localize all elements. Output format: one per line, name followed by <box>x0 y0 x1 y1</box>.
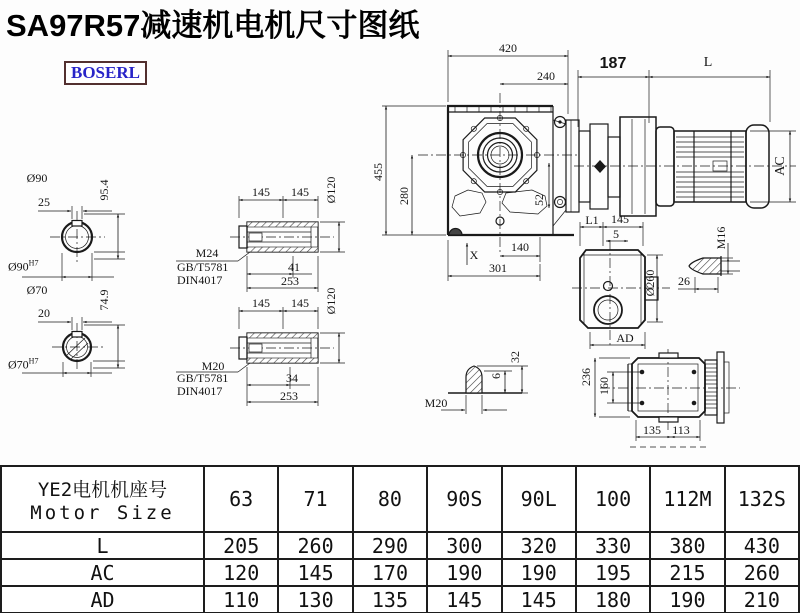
dim-std-gb-m24: GB/T5781 <box>177 260 229 274</box>
dim-32: 32 <box>508 351 522 363</box>
table-cell: 195 <box>576 559 650 586</box>
dim-height-74-9: 74.9 <box>97 289 111 311</box>
dim-145a-m20: 145 <box>252 296 270 310</box>
table-cell: 130 <box>278 586 352 613</box>
table-cell: 120 <box>204 559 278 586</box>
table-cell: 190 <box>650 586 724 613</box>
column-header: 100 <box>576 466 650 532</box>
table-cell: 290 <box>353 532 427 559</box>
table-cell: 145 <box>427 586 501 613</box>
dim-bore-90-tolerance: H7 <box>28 258 39 268</box>
dim-bore-70-tolerance: H7 <box>28 356 39 366</box>
table-cell: 210 <box>725 586 799 613</box>
dim-280: 280 <box>397 187 411 205</box>
table-cell: 180 <box>576 586 650 613</box>
dim-5: 5 <box>613 227 619 241</box>
column-header: 71 <box>278 466 352 532</box>
dim-std-gb-m20: GB/T5781 <box>177 371 229 385</box>
motor-frame-label-en: Motor Size <box>30 501 175 524</box>
dim-key-25: 25 <box>38 195 50 209</box>
dim-140: 140 <box>511 240 529 254</box>
dim-dia-120-m24: Ø120 <box>324 176 338 204</box>
dim-240: 240 <box>537 69 555 83</box>
table-cell: 110 <box>204 586 278 613</box>
dim-ac: AC <box>773 156 788 176</box>
table-cell: 330 <box>576 532 650 559</box>
table-cell: 215 <box>650 559 724 586</box>
dim-l-motor: L <box>703 55 713 70</box>
table-row-ac <box>1 559 799 586</box>
motor-side-view <box>574 70 796 216</box>
table-cell: 205 <box>204 532 278 559</box>
dim-420: 420 <box>499 41 517 55</box>
dim-m16: M16 <box>714 226 728 250</box>
dim-187: 187 <box>599 55 627 72</box>
column-header: 112M <box>650 466 724 532</box>
table-row-l <box>1 532 799 559</box>
table-cell: 190 <box>427 559 501 586</box>
dim-m20-bolt: M20 <box>424 396 448 410</box>
table-cell: 260 <box>278 532 352 559</box>
dim-od-70: Ø70 <box>26 283 48 297</box>
table-cell: 135 <box>353 586 427 613</box>
dim-145b-m24: 145 <box>291 185 309 199</box>
dim-dia-260: Ø260 <box>643 269 657 297</box>
dim-301: 301 <box>489 261 507 275</box>
dim-dia-120-m20: Ø120 <box>324 287 338 315</box>
dim-len-253-m24: 253 <box>281 274 299 288</box>
dim-l1: L1 <box>585 213 599 227</box>
table-corner-header <box>1 466 204 532</box>
dim-bore-70-value: Ø70 <box>8 357 29 372</box>
dim-145a-m24: 145 <box>252 185 270 199</box>
dim-height-95-4: 95.4 <box>97 179 111 201</box>
table-cell: 260 <box>725 559 799 586</box>
table-cell: 320 <box>502 532 576 559</box>
dim-160: 160 <box>597 377 611 395</box>
bolt-detail-m20 <box>441 366 528 414</box>
dim-145-side: 145 <box>611 212 629 226</box>
table-row-ad <box>1 586 799 613</box>
dim-std-din-m20: DIN4017 <box>177 384 223 398</box>
gearbox-front-view <box>382 50 580 281</box>
dim-bore-90-value: Ø90 <box>8 259 29 274</box>
dim-145b-m20: 145 <box>291 296 309 310</box>
dim-26: 26 <box>678 274 690 288</box>
dim-std-din-m24: DIN4017 <box>177 273 223 287</box>
dim-455: 455 <box>371 163 385 181</box>
row-label: L <box>1 532 204 559</box>
table-cell: 300 <box>427 532 501 559</box>
dim-od-90: Ø90 <box>26 171 48 185</box>
motor-frame-label-cn: YE2电机机座号 <box>37 478 168 501</box>
table-cell: 430 <box>725 532 799 559</box>
dim-thread-m20: M20 <box>201 359 225 373</box>
dim-bore-70 <box>8 358 38 371</box>
page-title: SA97R57减速机电机尺寸图纸 <box>6 8 420 43</box>
dim-135: 135 <box>643 423 661 437</box>
table-cell: 170 <box>353 559 427 586</box>
dim-52: 52 <box>532 194 546 206</box>
dim-thread-m24: M24 <box>195 246 219 260</box>
dim-236: 236 <box>579 368 593 386</box>
dim-ad: AD <box>616 331 634 345</box>
table-header-row <box>1 466 799 532</box>
row-label: AD <box>1 586 204 613</box>
column-header: 80 <box>353 466 427 532</box>
row-label: AC <box>1 559 204 586</box>
table-cell: 145 <box>278 559 352 586</box>
dim-x-marker: X <box>469 248 479 262</box>
dim-113: 113 <box>672 423 690 437</box>
dim-depth-41: 41 <box>288 260 300 274</box>
dim-depth-34: 34 <box>286 371 298 385</box>
dim-bore-90 <box>8 260 38 273</box>
dim-len-253-m20: 253 <box>280 389 298 403</box>
column-header: 63 <box>204 466 278 532</box>
dim-key-20: 20 <box>38 306 50 320</box>
column-header: 132S <box>725 466 799 532</box>
table-cell: 145 <box>502 586 576 613</box>
boserl-logo: BOSERL <box>64 61 147 85</box>
gearbox-top-view <box>595 349 740 447</box>
column-header: 90S <box>427 466 501 532</box>
column-header: 90L <box>502 466 576 532</box>
table-cell: 190 <box>502 559 576 586</box>
motor-size-table <box>0 465 800 613</box>
table-cell: 380 <box>650 532 724 559</box>
dim-6: 6 <box>489 373 503 379</box>
